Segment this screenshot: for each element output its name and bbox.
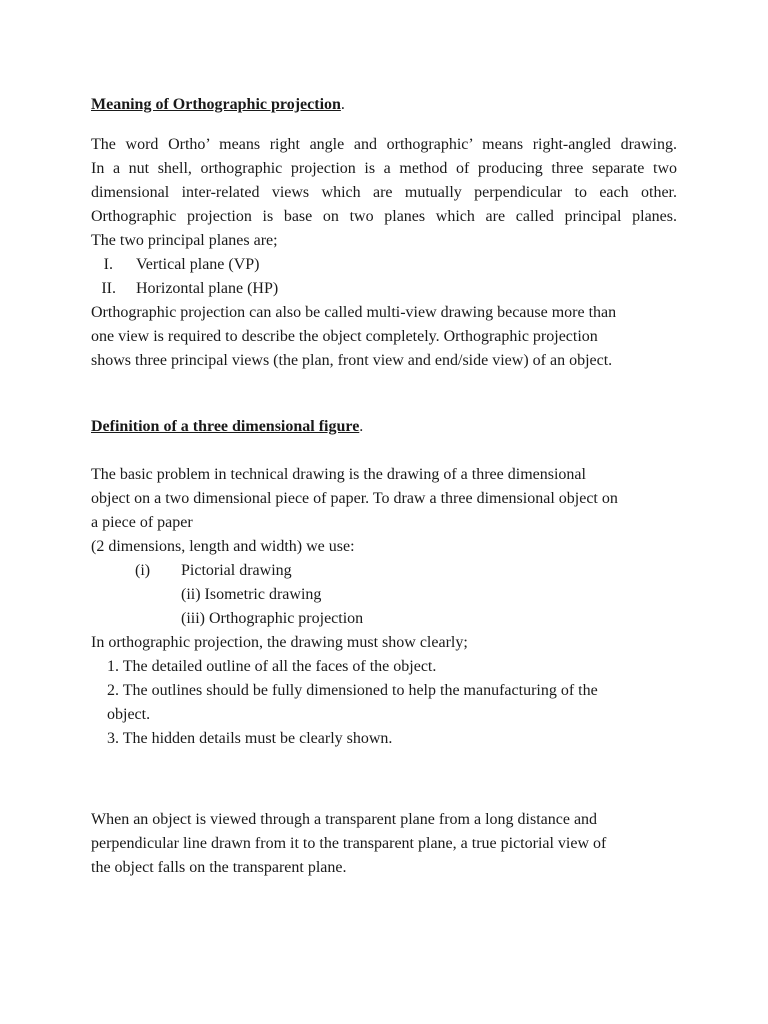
list-marker: II. xyxy=(101,280,116,297)
paragraph-line: the object falls on the transparent plane. xyxy=(91,859,347,876)
list-item-text: Horizontal plane (HP) xyxy=(136,280,279,297)
heading-period: . xyxy=(359,418,364,435)
paragraph-line: Orthographic projection is base on two planes which are called principal planes. xyxy=(91,208,677,225)
list-item xyxy=(91,253,113,277)
list-item-text: Pictorial drawing xyxy=(181,562,292,579)
paragraph-line: When an object is viewed through a transparent plane from a long distance and xyxy=(91,811,598,828)
list-item: object. xyxy=(107,706,151,723)
paragraph-line: The word Ortho’ means right angle and orthographic’ means right-angled drawing. xyxy=(91,136,677,153)
paragraph-line: one view is required to describe the object completely. Orthographic projection xyxy=(91,328,598,345)
list-item: 3. The hidden details must be clearly shown. xyxy=(107,730,393,747)
paragraph-line: The two principal planes are; xyxy=(91,232,278,249)
paragraph-line: In orthographic projection, the drawing must show clearly; xyxy=(91,634,468,651)
paragraph-line: dimensional inter-related views which are mutually perpendicular to each other. xyxy=(91,184,677,201)
paragraph-line: The basic problem in technical drawing is the drawing of a three dimensional xyxy=(91,466,586,483)
list-item-text: (iii) Orthographic projection xyxy=(181,610,364,627)
paragraph-line: a piece of paper xyxy=(91,514,193,531)
paragraph-line: object on a two dimensional piece of paper. To draw a three dimensional object on xyxy=(91,490,618,507)
list-marker: (i) xyxy=(135,562,151,579)
section-heading-three-dimensional xyxy=(91,415,363,439)
list-item-text: Vertical plane (VP) xyxy=(136,256,260,273)
paragraph-line: perpendicular line drawn from it to the transparent plane, a true pictorial view of xyxy=(91,835,607,852)
list-item: 1. The detailed outline of all the faces of the object. xyxy=(107,658,437,675)
heading-text: Meaning of Orthographic projection xyxy=(91,96,341,113)
heading-text: Definition of a three dimensional figure xyxy=(91,418,360,435)
paragraph-line: shows three principal views (the plan, front view and end/side view) of an object. xyxy=(91,352,613,369)
paragraph-line: (2 dimensions, length and width) we use: xyxy=(91,538,355,555)
heading-period: . xyxy=(340,96,345,113)
list-marker: I. xyxy=(103,256,113,273)
section-heading-orthographic xyxy=(91,93,345,117)
list-item-text: (ii) Isometric drawing xyxy=(181,586,322,603)
list-item: 2. The outlines should be fully dimensioned to help the manufacturing of the xyxy=(107,682,598,699)
list-item xyxy=(91,277,116,301)
paragraph-line: Orthographic projection can also be called multi-view drawing because more than xyxy=(91,304,617,321)
paragraph-line: In a nut shell, orthographic projection is a method of producing three separate two xyxy=(91,160,677,177)
